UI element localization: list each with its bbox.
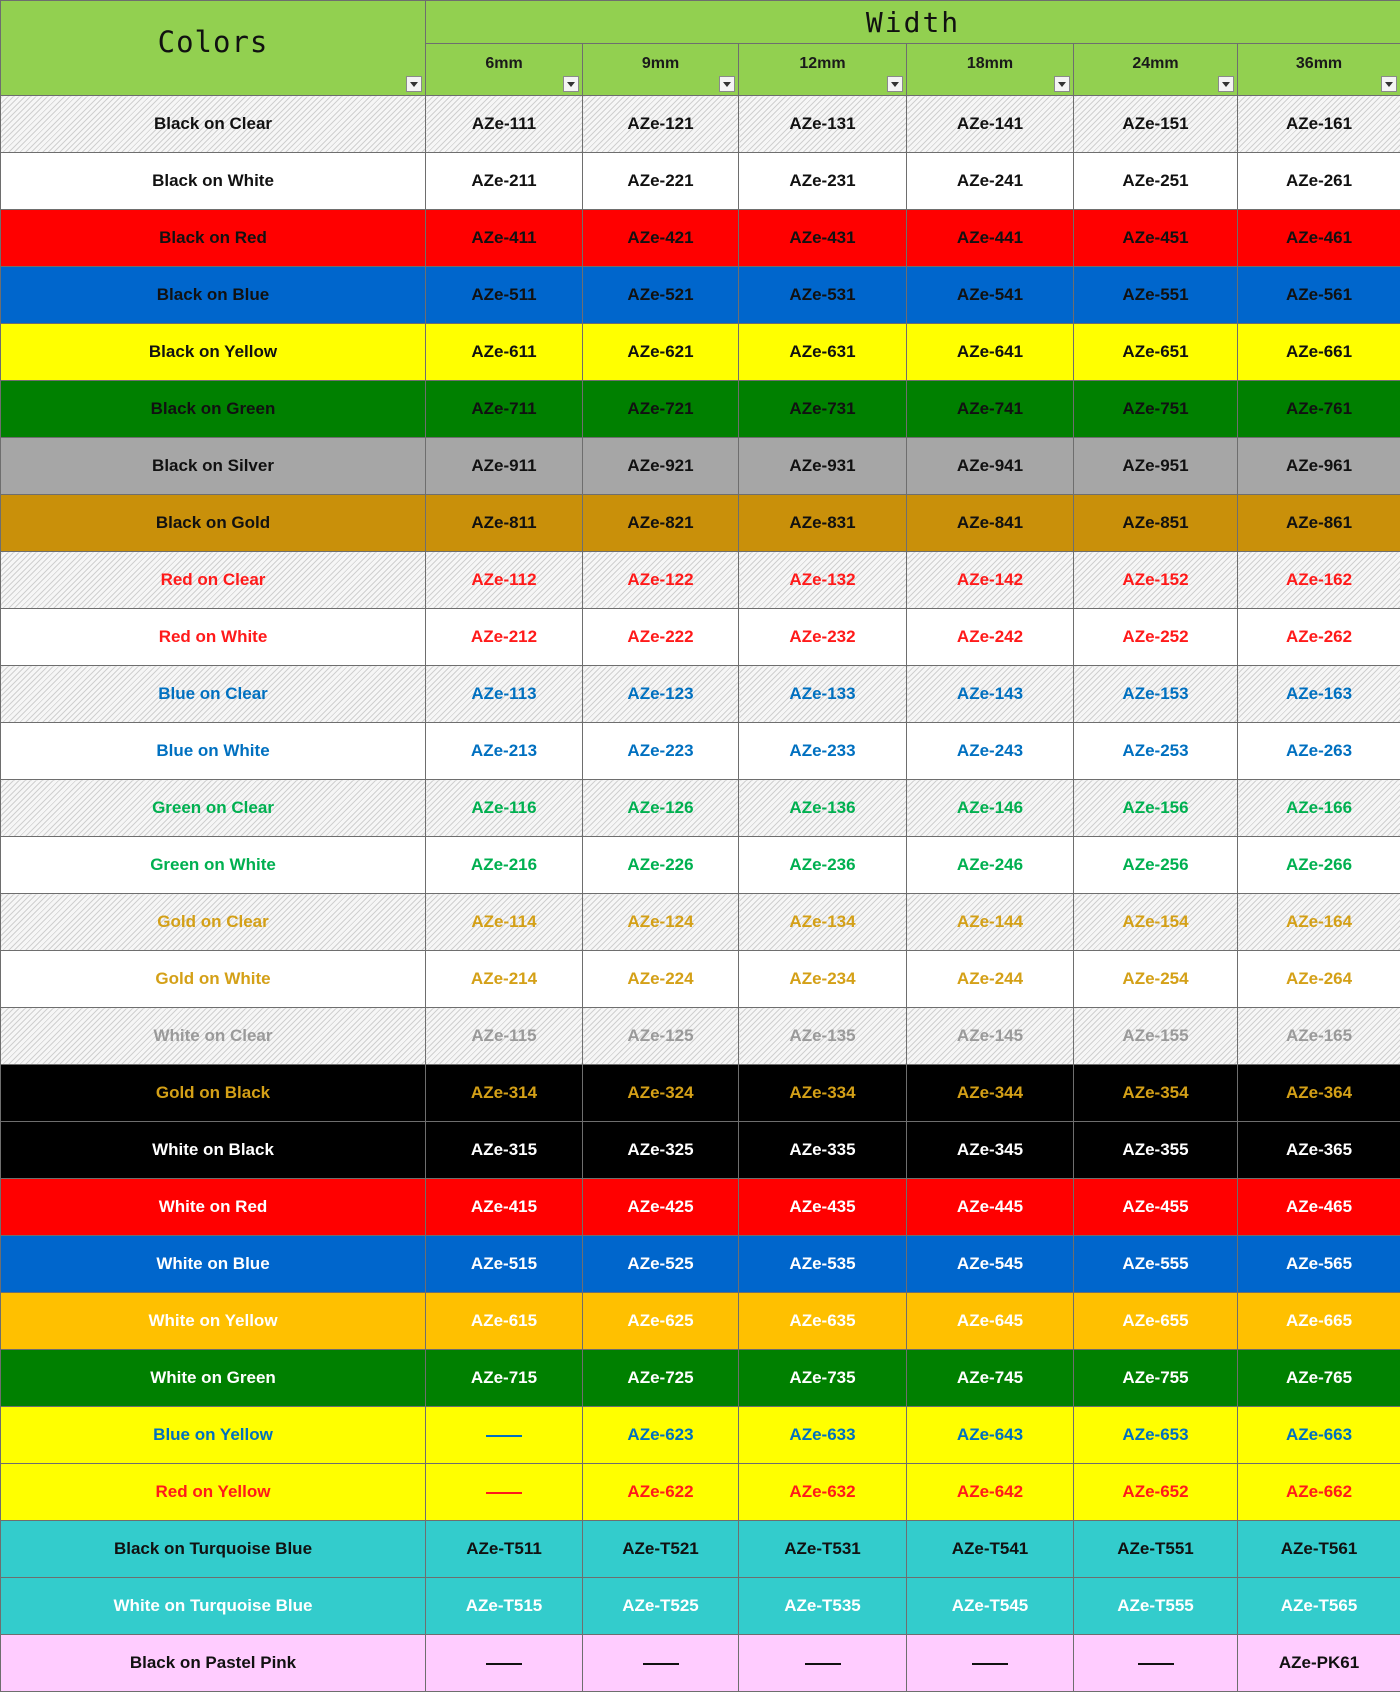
color-name-cell[interactable]: White on Yellow [1, 1293, 426, 1350]
model-code-cell[interactable]: AZe-334 [739, 1065, 907, 1122]
model-code-cell[interactable]: AZe-335 [739, 1122, 907, 1179]
model-code-cell[interactable]: AZe-715 [426, 1350, 583, 1407]
model-code-cell[interactable]: AZe-521 [583, 267, 739, 324]
model-code-cell[interactable]: AZe-951 [1074, 438, 1238, 495]
model-code-cell[interactable]: AZe-611 [426, 324, 583, 381]
table-row [1, 1008, 1400, 1065]
model-code-cell[interactable]: AZe-246 [907, 837, 1074, 894]
model-code-cell[interactable]: AZe-264 [1238, 951, 1400, 1008]
model-code-cell[interactable]: AZe-364 [1238, 1065, 1400, 1122]
unavailable-cell[interactable] [907, 1635, 1074, 1692]
table-row [1, 381, 1400, 438]
model-code-cell[interactable]: AZe-253 [1074, 723, 1238, 780]
filter-dropdown-icon[interactable] [1218, 76, 1234, 92]
model-code-cell[interactable]: AZe-623 [583, 1407, 739, 1464]
model-code-cell[interactable]: AZe-114 [426, 894, 583, 951]
model-code-cell[interactable]: AZe-T551 [1074, 1521, 1238, 1578]
model-code-cell[interactable]: AZe-262 [1238, 609, 1400, 666]
table-row [1, 1065, 1400, 1122]
filter-dropdown-icon[interactable] [887, 76, 903, 92]
size-header-9mm [583, 44, 739, 96]
model-code-cell[interactable]: AZe-354 [1074, 1065, 1238, 1122]
model-code-cell[interactable]: AZe-224 [583, 951, 739, 1008]
table-row [1, 153, 1400, 210]
model-code-cell[interactable]: AZe-266 [1238, 837, 1400, 894]
model-code-cell[interactable]: AZe-625 [583, 1293, 739, 1350]
model-code-cell[interactable]: AZe-163 [1238, 666, 1400, 723]
model-code-cell[interactable]: AZe-221 [583, 153, 739, 210]
color-name-cell[interactable]: Gold on Black [1, 1065, 426, 1122]
unavailable-cell[interactable] [426, 1464, 583, 1521]
model-code-cell[interactable]: AZe-142 [907, 552, 1074, 609]
color-name-cell[interactable]: White on Clear [1, 1008, 426, 1065]
model-code-cell[interactable]: AZe-622 [583, 1464, 739, 1521]
model-code-cell[interactable]: AZe-263 [1238, 723, 1400, 780]
color-name-cell[interactable]: Black on Blue [1, 267, 426, 324]
model-code-cell[interactable]: AZe-525 [583, 1236, 739, 1293]
model-code-cell[interactable]: AZe-651 [1074, 324, 1238, 381]
table-row [1, 894, 1400, 951]
model-code-cell[interactable]: AZe-164 [1238, 894, 1400, 951]
model-code-cell[interactable]: AZe-425 [583, 1179, 739, 1236]
table-row [1, 837, 1400, 894]
model-code-cell[interactable]: AZe-214 [426, 951, 583, 1008]
model-code-cell[interactable]: AZe-511 [426, 267, 583, 324]
model-code-cell[interactable]: AZe-145 [907, 1008, 1074, 1065]
model-code-cell[interactable]: AZe-T511 [426, 1521, 583, 1578]
model-code-cell[interactable]: AZe-861 [1238, 495, 1400, 552]
model-code-cell[interactable]: AZe-143 [907, 666, 1074, 723]
color-name-cell[interactable]: Blue on Yellow [1, 1407, 426, 1464]
color-name-cell[interactable]: Blue on Clear [1, 666, 426, 723]
model-code-cell[interactable]: AZe-131 [739, 96, 907, 153]
model-code-cell[interactable]: AZe-641 [907, 324, 1074, 381]
model-code-cell[interactable]: AZe-725 [583, 1350, 739, 1407]
color-name-cell[interactable]: Green on White [1, 837, 426, 894]
color-name-cell[interactable]: White on Turquoise Blue [1, 1578, 426, 1635]
model-code-cell[interactable]: AZe-811 [426, 495, 583, 552]
model-code-cell[interactable]: AZe-252 [1074, 609, 1238, 666]
model-code-cell[interactable]: AZe-153 [1074, 666, 1238, 723]
model-code-cell[interactable]: AZe-243 [907, 723, 1074, 780]
model-code-cell[interactable]: AZe-735 [739, 1350, 907, 1407]
model-code-cell[interactable]: AZe-251 [1074, 153, 1238, 210]
table-body [1, 96, 1400, 1692]
model-code-cell[interactable]: AZe-141 [907, 96, 1074, 153]
color-name-cell[interactable]: Black on Red [1, 210, 426, 267]
model-code-cell[interactable]: AZe-261 [1238, 153, 1400, 210]
color-name-cell[interactable]: Black on Silver [1, 438, 426, 495]
table-row [1, 1293, 1400, 1350]
dash-icon [643, 1663, 679, 1665]
model-code-cell[interactable]: AZe-136 [739, 780, 907, 837]
model-code-cell[interactable]: AZe-PK61 [1238, 1635, 1400, 1692]
model-code-cell[interactable]: AZe-821 [583, 495, 739, 552]
model-code-cell[interactable]: AZe-132 [739, 552, 907, 609]
model-code-cell[interactable]: AZe-921 [583, 438, 739, 495]
model-code-cell[interactable]: AZe-324 [583, 1065, 739, 1122]
unavailable-cell[interactable] [1074, 1635, 1238, 1692]
color-name-cell[interactable]: Black on Pastel Pink [1, 1635, 426, 1692]
model-code-cell[interactable]: AZe-355 [1074, 1122, 1238, 1179]
model-code-cell[interactable]: AZe-931 [739, 438, 907, 495]
table-row [1, 267, 1400, 324]
model-code-cell[interactable]: AZe-465 [1238, 1179, 1400, 1236]
model-code-cell[interactable]: AZe-441 [907, 210, 1074, 267]
model-code-cell[interactable]: AZe-435 [739, 1179, 907, 1236]
model-code-cell[interactable]: AZe-344 [907, 1065, 1074, 1122]
model-code-cell[interactable]: AZe-555 [1074, 1236, 1238, 1293]
dash-icon [486, 1663, 522, 1665]
model-code-cell[interactable]: AZe-222 [583, 609, 739, 666]
color-name-cell[interactable]: Red on Clear [1, 552, 426, 609]
model-code-cell[interactable]: AZe-755 [1074, 1350, 1238, 1407]
color-name-cell[interactable]: Black on Turquoise Blue [1, 1521, 426, 1578]
model-code-cell[interactable]: AZe-151 [1074, 96, 1238, 153]
model-code-cell[interactable]: AZe-633 [739, 1407, 907, 1464]
table-row [1, 1122, 1400, 1179]
model-code-cell[interactable]: AZe-631 [739, 324, 907, 381]
model-code-cell[interactable]: AZe-115 [426, 1008, 583, 1065]
size-header-label: 12mm [799, 54, 846, 72]
model-code-cell[interactable]: AZe-T531 [739, 1521, 907, 1578]
model-code-cell[interactable]: AZe-165 [1238, 1008, 1400, 1065]
model-code-cell[interactable]: AZe-653 [1074, 1407, 1238, 1464]
model-code-cell[interactable]: AZe-621 [583, 324, 739, 381]
filter-dropdown-icon[interactable] [1381, 76, 1397, 92]
filter-dropdown-icon[interactable] [1054, 76, 1070, 92]
model-code-cell[interactable]: AZe-541 [907, 267, 1074, 324]
model-code-cell[interactable]: AZe-314 [426, 1065, 583, 1122]
model-code-cell[interactable]: AZe-116 [426, 780, 583, 837]
model-code-cell[interactable]: AZe-551 [1074, 267, 1238, 324]
model-code-cell[interactable]: AZe-126 [583, 780, 739, 837]
model-code-cell[interactable]: AZe-241 [907, 153, 1074, 210]
model-code-cell[interactable]: AZe-236 [739, 837, 907, 894]
model-code-cell[interactable]: AZe-156 [1074, 780, 1238, 837]
model-code-cell[interactable]: AZe-254 [1074, 951, 1238, 1008]
model-code-cell[interactable]: AZe-166 [1238, 780, 1400, 837]
model-code-cell[interactable]: AZe-T525 [583, 1578, 739, 1635]
model-code-cell[interactable]: AZe-761 [1238, 381, 1400, 438]
size-header-label: 36mm [1295, 54, 1343, 72]
model-code-cell[interactable]: AZe-112 [426, 552, 583, 609]
color-name-cell[interactable]: Black on Gold [1, 495, 426, 552]
table-row [1, 1236, 1400, 1293]
size-header-6mm [426, 44, 583, 96]
table-row [1, 1407, 1400, 1464]
model-code-cell[interactable]: AZe-545 [907, 1236, 1074, 1293]
model-code-cell[interactable]: AZe-365 [1238, 1122, 1400, 1179]
table-row [1, 495, 1400, 552]
model-code-cell[interactable]: AZe-531 [739, 267, 907, 324]
table-row [1, 723, 1400, 780]
color-name-cell[interactable]: Red on White [1, 609, 426, 666]
model-code-cell[interactable]: AZe-461 [1238, 210, 1400, 267]
model-code-cell[interactable]: AZe-662 [1238, 1464, 1400, 1521]
model-code-cell[interactable]: AZe-765 [1238, 1350, 1400, 1407]
model-code-cell[interactable]: AZe-841 [907, 495, 1074, 552]
model-code-cell[interactable]: AZe-234 [739, 951, 907, 1008]
model-code-cell[interactable]: AZe-231 [739, 153, 907, 210]
model-code-cell[interactable]: AZe-911 [426, 438, 583, 495]
dash-icon [486, 1492, 522, 1494]
model-code-cell[interactable]: AZe-111 [426, 96, 583, 153]
model-code-cell[interactable]: AZe-146 [907, 780, 1074, 837]
model-code-cell[interactable]: AZe-T515 [426, 1578, 583, 1635]
model-code-cell[interactable]: AZe-216 [426, 837, 583, 894]
dash-icon [972, 1663, 1008, 1665]
model-code-cell[interactable]: AZe-655 [1074, 1293, 1238, 1350]
model-code-cell[interactable]: AZe-134 [739, 894, 907, 951]
model-code-cell[interactable]: AZe-154 [1074, 894, 1238, 951]
table-row [1, 666, 1400, 723]
model-code-cell[interactable]: AZe-242 [907, 609, 1074, 666]
colors-filter-dropdown-icon[interactable] [406, 76, 422, 92]
model-code-cell[interactable]: AZe-642 [907, 1464, 1074, 1521]
colors-header-label: Colors [157, 25, 269, 59]
color-name-cell[interactable]: White on Red [1, 1179, 426, 1236]
model-code-cell[interactable]: AZe-113 [426, 666, 583, 723]
model-code-cell[interactable]: AZe-745 [907, 1350, 1074, 1407]
model-code-cell[interactable]: AZe-645 [907, 1293, 1074, 1350]
model-code-cell[interactable]: AZe-565 [1238, 1236, 1400, 1293]
color-name-cell[interactable]: White on Green [1, 1350, 426, 1407]
model-code-cell[interactable]: AZe-T535 [739, 1578, 907, 1635]
model-code-cell[interactable]: AZe-124 [583, 894, 739, 951]
model-code-cell[interactable]: AZe-455 [1074, 1179, 1238, 1236]
color-name-cell[interactable]: White on Blue [1, 1236, 426, 1293]
model-code-cell[interactable]: AZe-421 [583, 210, 739, 267]
color-name-cell[interactable]: Red on Yellow [1, 1464, 426, 1521]
model-code-cell[interactable]: AZe-T561 [1238, 1521, 1400, 1578]
color-name-cell[interactable]: Green on Clear [1, 780, 426, 837]
dash-icon [486, 1435, 522, 1437]
table-row [1, 1350, 1400, 1407]
dash-icon [805, 1663, 841, 1665]
model-code-cell[interactable]: AZe-T565 [1238, 1578, 1400, 1635]
color-name-cell[interactable]: Black on Green [1, 381, 426, 438]
model-code-cell[interactable]: AZe-851 [1074, 495, 1238, 552]
model-code-cell[interactable]: AZe-223 [583, 723, 739, 780]
color-name-cell[interactable]: Black on Yellow [1, 324, 426, 381]
model-code-cell[interactable]: AZe-152 [1074, 552, 1238, 609]
model-code-cell[interactable]: AZe-831 [739, 495, 907, 552]
size-header-label: 24mm [1132, 54, 1179, 72]
size-header-label: 9mm [641, 54, 680, 72]
color-name-cell[interactable]: Gold on Clear [1, 894, 426, 951]
colors-header [1, 1, 426, 96]
model-code-cell[interactable]: AZe-T541 [907, 1521, 1074, 1578]
model-code-cell[interactable]: AZe-121 [583, 96, 739, 153]
model-code-cell[interactable]: AZe-615 [426, 1293, 583, 1350]
model-code-cell[interactable]: AZe-643 [907, 1407, 1074, 1464]
table-row [1, 609, 1400, 666]
model-code-cell[interactable]: AZe-T555 [1074, 1578, 1238, 1635]
table-row [1, 210, 1400, 267]
unavailable-cell[interactable] [583, 1635, 739, 1692]
model-code-cell[interactable]: AZe-561 [1238, 267, 1400, 324]
color-name-cell[interactable]: Blue on White [1, 723, 426, 780]
table-row [1, 1179, 1400, 1236]
model-code-cell[interactable]: AZe-211 [426, 153, 583, 210]
width-header [426, 1, 1400, 44]
model-code-cell[interactable]: AZe-411 [426, 210, 583, 267]
model-code-cell[interactable]: AZe-155 [1074, 1008, 1238, 1065]
model-code-cell[interactable]: AZe-144 [907, 894, 1074, 951]
model-code-cell[interactable]: AZe-125 [583, 1008, 739, 1065]
table-row [1, 1578, 1400, 1635]
color-name-cell[interactable]: Black on White [1, 153, 426, 210]
size-header-label: 18mm [966, 54, 1014, 72]
width-header-label: Width [865, 5, 961, 39]
color-name-cell[interactable]: White on Black [1, 1122, 426, 1179]
model-code-cell[interactable]: AZe-741 [907, 381, 1074, 438]
model-code-cell[interactable]: AZe-751 [1074, 381, 1238, 438]
filter-dropdown-icon[interactable] [563, 76, 579, 92]
size-header-24mm [1074, 44, 1238, 96]
color-name-cell[interactable]: Gold on White [1, 951, 426, 1008]
model-code-cell[interactable]: AZe-122 [583, 552, 739, 609]
model-code-cell[interactable]: AZe-711 [426, 381, 583, 438]
model-code-cell[interactable]: AZe-256 [1074, 837, 1238, 894]
color-name-cell[interactable]: Black on Clear [1, 96, 426, 153]
model-code-cell[interactable]: AZe-635 [739, 1293, 907, 1350]
table-row [1, 96, 1400, 153]
model-code-cell[interactable]: AZe-415 [426, 1179, 583, 1236]
model-code-cell[interactable]: AZe-315 [426, 1122, 583, 1179]
model-code-cell[interactable]: AZe-213 [426, 723, 583, 780]
model-code-cell[interactable]: AZe-652 [1074, 1464, 1238, 1521]
unavailable-cell[interactable] [426, 1635, 583, 1692]
model-code-cell[interactable]: AZe-133 [739, 666, 907, 723]
model-code-cell[interactable]: AZe-226 [583, 837, 739, 894]
model-code-cell[interactable]: AZe-515 [426, 1236, 583, 1293]
model-code-cell[interactable]: AZe-244 [907, 951, 1074, 1008]
table-row [1, 780, 1400, 837]
model-code-cell[interactable]: AZe-661 [1238, 324, 1400, 381]
model-code-cell[interactable]: AZe-535 [739, 1236, 907, 1293]
model-code-cell[interactable]: AZe-632 [739, 1464, 907, 1521]
table-row [1, 951, 1400, 1008]
size-header-label: 6mm [485, 54, 523, 72]
model-code-cell[interactable]: AZe-445 [907, 1179, 1074, 1236]
model-code-cell[interactable]: AZe-665 [1238, 1293, 1400, 1350]
table-row [1, 1521, 1400, 1578]
model-code-cell[interactable]: AZe-135 [739, 1008, 907, 1065]
table-row [1, 1635, 1400, 1692]
size-header-18mm [907, 44, 1074, 96]
size-header-12mm [739, 44, 907, 96]
model-code-cell[interactable]: AZe-123 [583, 666, 739, 723]
model-code-cell[interactable]: AZe-431 [739, 210, 907, 267]
table-row [1, 1464, 1400, 1521]
model-code-cell[interactable]: AZe-325 [583, 1122, 739, 1179]
table-row [1, 552, 1400, 609]
model-code-cell[interactable]: AZe-961 [1238, 438, 1400, 495]
model-code-cell[interactable]: AZe-233 [739, 723, 907, 780]
model-code-cell[interactable]: AZe-345 [907, 1122, 1074, 1179]
model-code-cell[interactable]: AZe-T545 [907, 1578, 1074, 1635]
unavailable-cell[interactable] [426, 1407, 583, 1464]
model-code-cell[interactable]: AZe-731 [739, 381, 907, 438]
unavailable-cell[interactable] [739, 1635, 907, 1692]
table-row [1, 324, 1400, 381]
model-code-cell[interactable]: AZe-212 [426, 609, 583, 666]
model-code-cell[interactable]: AZe-162 [1238, 552, 1400, 609]
table-row [1, 438, 1400, 495]
model-code-cell[interactable]: AZe-941 [907, 438, 1074, 495]
model-code-cell[interactable]: AZe-663 [1238, 1407, 1400, 1464]
filter-dropdown-icon[interactable] [719, 76, 735, 92]
model-code-cell[interactable]: AZe-451 [1074, 210, 1238, 267]
model-code-cell[interactable]: AZe-T521 [583, 1521, 739, 1578]
model-code-cell[interactable]: AZe-161 [1238, 96, 1400, 153]
model-code-cell[interactable]: AZe-232 [739, 609, 907, 666]
dash-icon [1138, 1663, 1174, 1665]
model-code-cell[interactable]: AZe-721 [583, 381, 739, 438]
size-header-36mm [1238, 44, 1400, 96]
